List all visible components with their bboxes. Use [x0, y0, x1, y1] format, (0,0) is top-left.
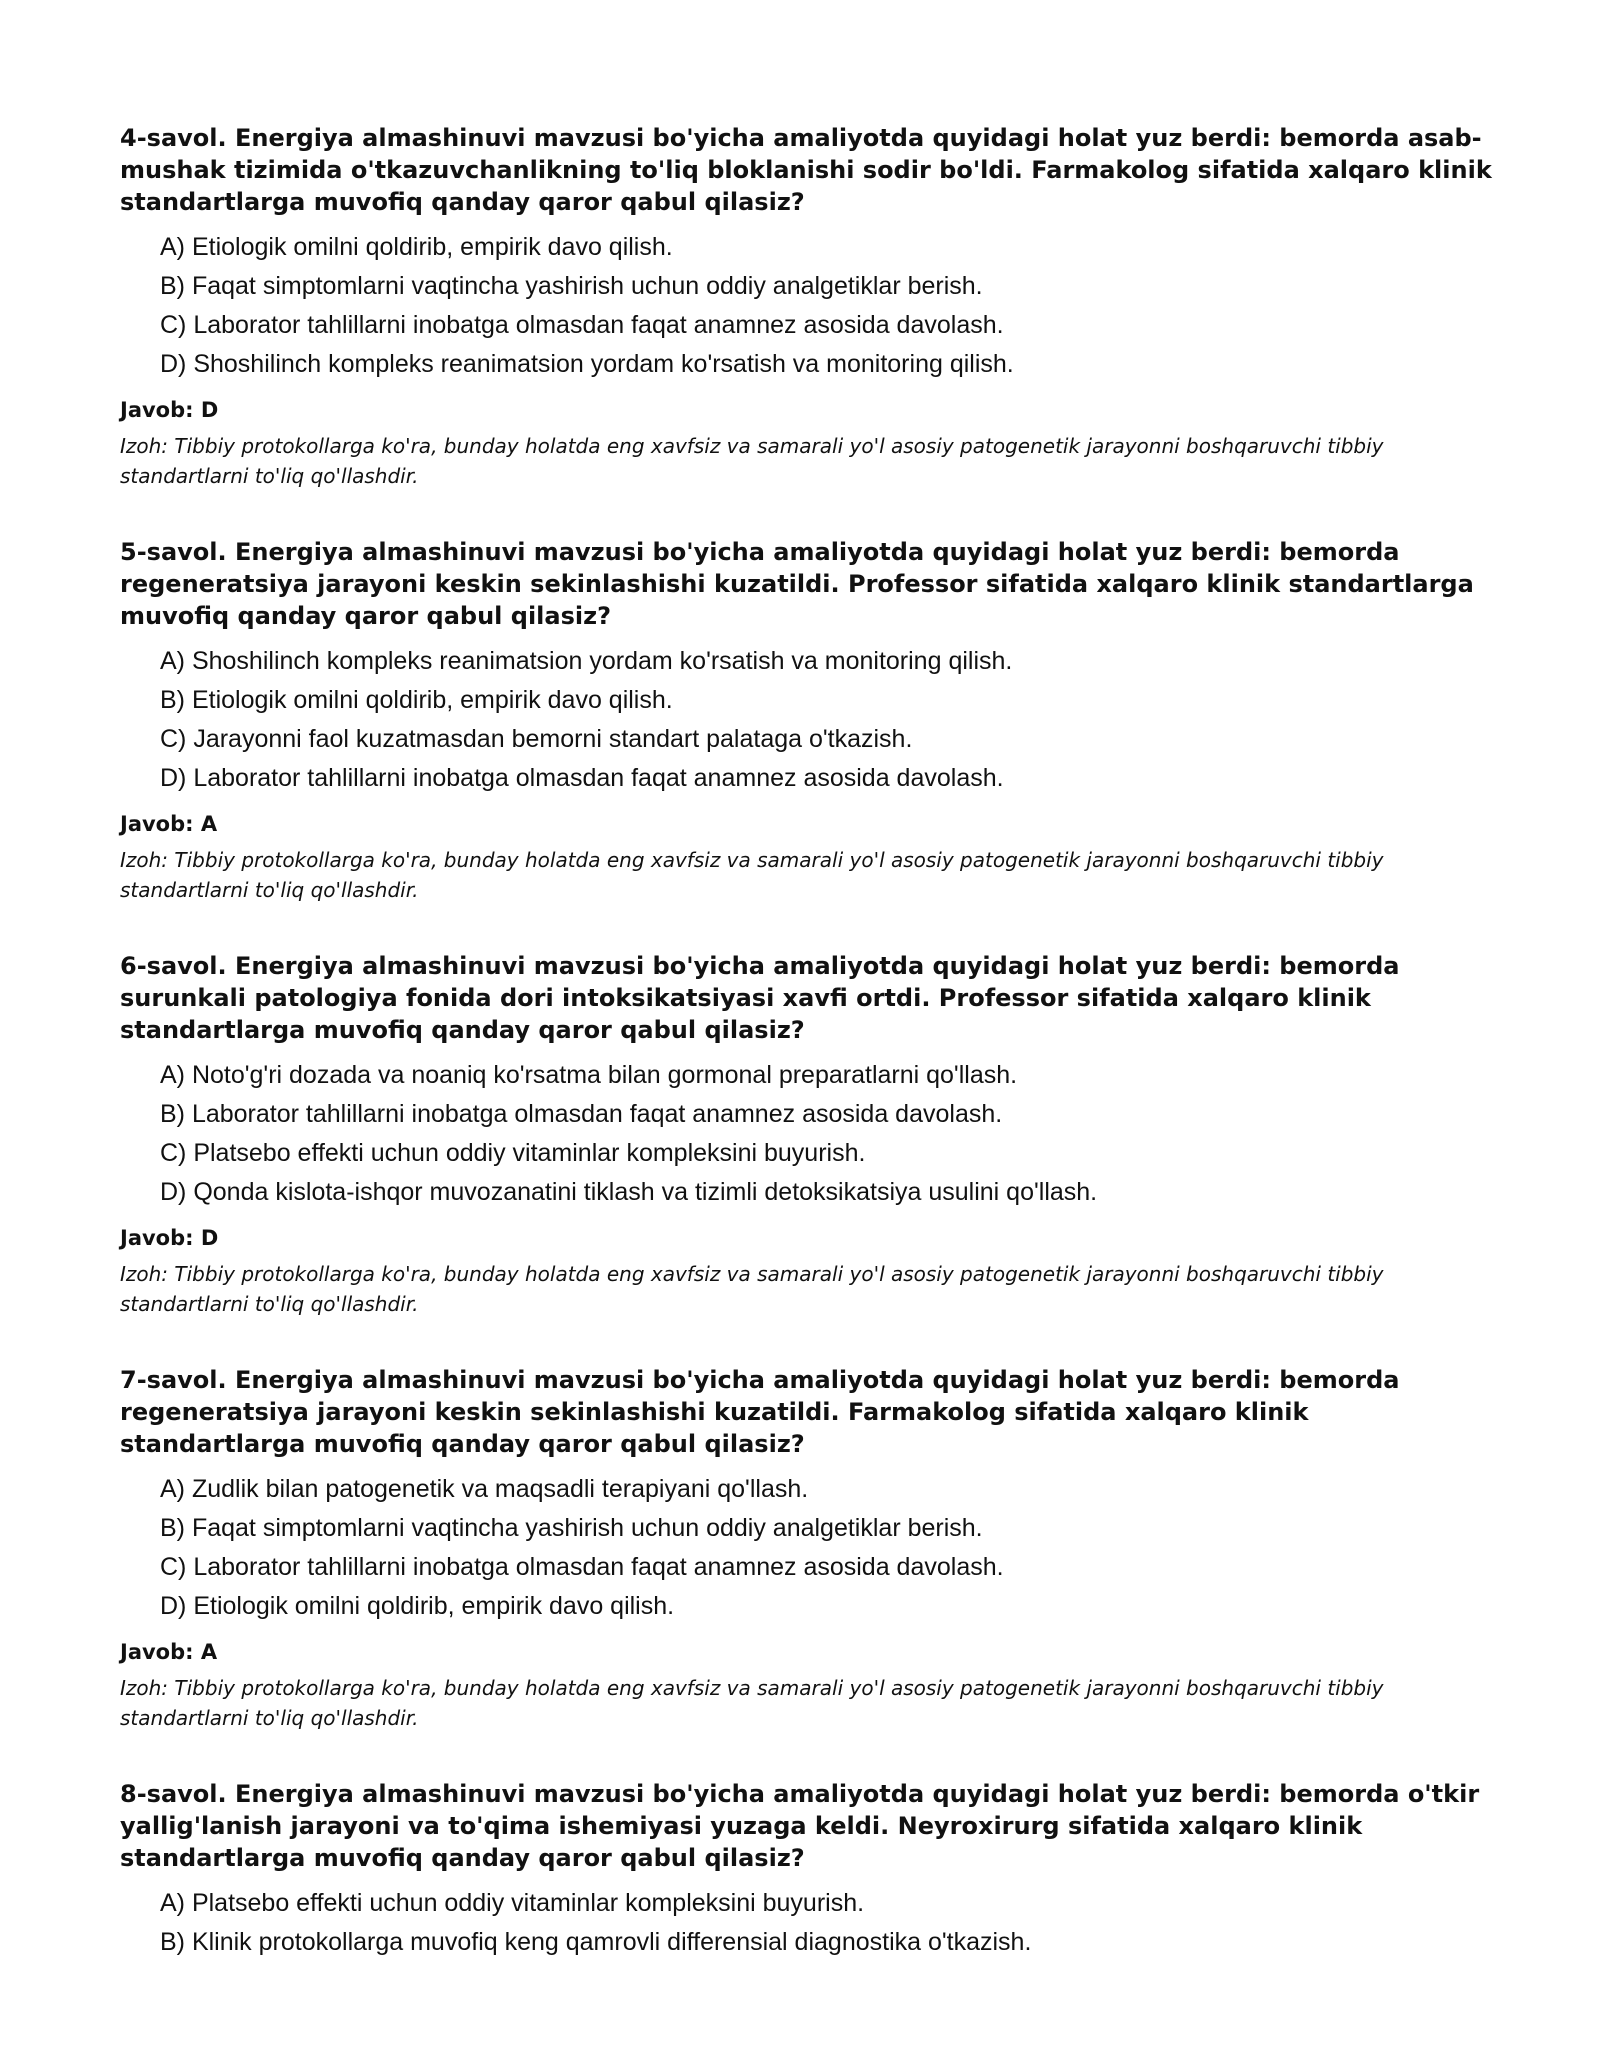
option-a: A) Platsebo effekti uchun oddiy vitaminlar kompleksini buyurish. [160, 1889, 865, 1917]
option-a: A) Zudlik bilan patogenetik va maqsadli terapiyani qo'llash. [160, 1475, 809, 1503]
option-d: D) Etiologik omilni qoldirib, empirik davo qilish. [160, 1592, 675, 1620]
question-8 [120, 1778, 1500, 1962]
option-d: D) Qonda kislota-ishqor muvozanatini tiklash va tizimli detoksikatsiya usulini qo'llash. [160, 1178, 1098, 1206]
option-c: C) Jarayonni faol kuzatmasdan bemorni standart palataga o'tkazish. [160, 725, 913, 753]
option-c: C) Laborator tahlillarni inobatga olmasdan faqat anamnez asosida davolash. [160, 311, 1004, 339]
option-b: B) Klinik protokollarga muvofiq keng qamrovli differensial diagnostika o'tkazish. [160, 1928, 1032, 1956]
question-text: 5-savol. Energiya almashinuvi mavzusi bo'yicha amaliyotda quyidagi holat yuz berdi: bemorda regeneratsiya jarayoni keskin sekinlashishi kuzatildi. Professor sifatida xalqaro klinik standartlarga muvofiq qanday qaror qabul qilasiz? [120, 538, 1474, 630]
document-page [120, 122, 1500, 2007]
option-a: A) Noto'g'ri dozada va noaniq ko'rsatma bilan gormonal preparatlarni qo'llash. [160, 1061, 1018, 1089]
option-c: C) Laborator tahlillarni inobatga olmasdan faqat anamnez asosida davolash. [160, 1553, 1004, 1581]
answer-options [120, 1884, 1500, 1962]
answer-options [120, 642, 1500, 798]
question-7 [120, 1364, 1500, 1733]
option-a: A) Etiologik omilni qoldirib, empirik davo qilish. [160, 233, 673, 261]
question-6 [120, 950, 1500, 1319]
explanation-note: Izoh: Tibbiy protokollarga ko'ra, bunday holatda eng xavfsiz va samarali yo'l asosiy patogenetik jarayonni boshqaruvchi tibbiy standartlarni to'liq qo'llashdir. [120, 1262, 1384, 1316]
explanation-note: Izoh: Tibbiy protokollarga ko'ra, bunday holatda eng xavfsiz va samarali yo'l asosiy patogenetik jarayonni boshqaruvchi tibbiy standartlarni to'liq qo'llashdir. [120, 434, 1384, 488]
explanation-note: Izoh: Tibbiy protokollarga ko'ra, bunday holatda eng xavfsiz va samarali yo'l asosiy patogenetik jarayonni boshqaruvchi tibbiy standartlarni to'liq qo'llashdir. [120, 1676, 1384, 1730]
option-b: B) Etiologik omilni qoldirib, empirik davo qilish. [160, 686, 673, 714]
answer-options [120, 1056, 1500, 1212]
question-text: 6-savol. Energiya almashinuvi mavzusi bo'yicha amaliyotda quyidagi holat yuz berdi: bemorda surunkali patologiya fonida dori intoksikatsiyasi xavfi ortdi. Professor sifatida xalqaro klinik standartlarga muvofiq qanday qaror qabul qilasiz? [120, 952, 1400, 1044]
answer-options [120, 1470, 1500, 1626]
question-text: 8-savol. Energiya almashinuvi mavzusi bo'yicha amaliyotda quyidagi holat yuz berdi: bemorda o'tkir yallig'lanish jarayoni va to'qima ishemiyasi yuzaga keldi. Neyroxirurg sifatida xalqaro klinik standartlarga muvofiq qanday qaror qabul qilasiz? [120, 1780, 1480, 1872]
option-b: B) Faqat simptomlarni vaqtincha yashirish uchun oddiy analgetiklar berish. [160, 1514, 983, 1542]
question-5 [120, 536, 1500, 905]
explanation-note: Izoh: Tibbiy protokollarga ko'ra, bunday holatda eng xavfsiz va samarali yo'l asosiy patogenetik jarayonni boshqaruvchi tibbiy standartlarni to'liq qo'llashdir. [120, 848, 1384, 902]
option-b: B) Laborator tahlillarni inobatga olmasdan faqat anamnez asosida davolash. [160, 1100, 1003, 1128]
option-b: B) Faqat simptomlarni vaqtincha yashirish uchun oddiy analgetiklar berish. [160, 272, 983, 300]
question-4 [120, 122, 1500, 491]
option-d: D) Laborator tahlillarni inobatga olmasdan faqat anamnez asosida davolash. [160, 764, 1004, 792]
option-c: C) Platsebo effekti uchun oddiy vitaminlar kompleksini buyurish. [160, 1139, 866, 1167]
question-text: 4-savol. Energiya almashinuvi mavzusi bo'yicha amaliyotda quyidagi holat yuz berdi: bemorda asab-mushak tizimida o'tkazuvchanlikning to'liq bloklanishi sodir bo'ldi. Farmakolog sifatida xalqaro klinik standartlarga muvofiq qanday qaror qabul qilasiz? [120, 124, 1492, 216]
answer-key: Javob: A [120, 812, 218, 836]
answer-key: Javob: A [120, 1640, 218, 1664]
answer-key: Javob: D [120, 398, 219, 422]
question-text: 7-savol. Energiya almashinuvi mavzusi bo'yicha amaliyotda quyidagi holat yuz berdi: bemorda regeneratsiya jarayoni keskin sekinlashishi kuzatildi. Farmakolog sifatida xalqaro klinik standartlarga muvofiq qanday qaror qabul qilasiz? [120, 1366, 1400, 1458]
answer-options [120, 228, 1500, 384]
option-d: D) Shoshilinch kompleks reanimatsion yordam ko'rsatish va monitoring qilish. [160, 350, 1014, 378]
option-a: A) Shoshilinch kompleks reanimatsion yordam ko'rsatish va monitoring qilish. [160, 647, 1013, 675]
answer-key: Javob: D [120, 1226, 219, 1250]
